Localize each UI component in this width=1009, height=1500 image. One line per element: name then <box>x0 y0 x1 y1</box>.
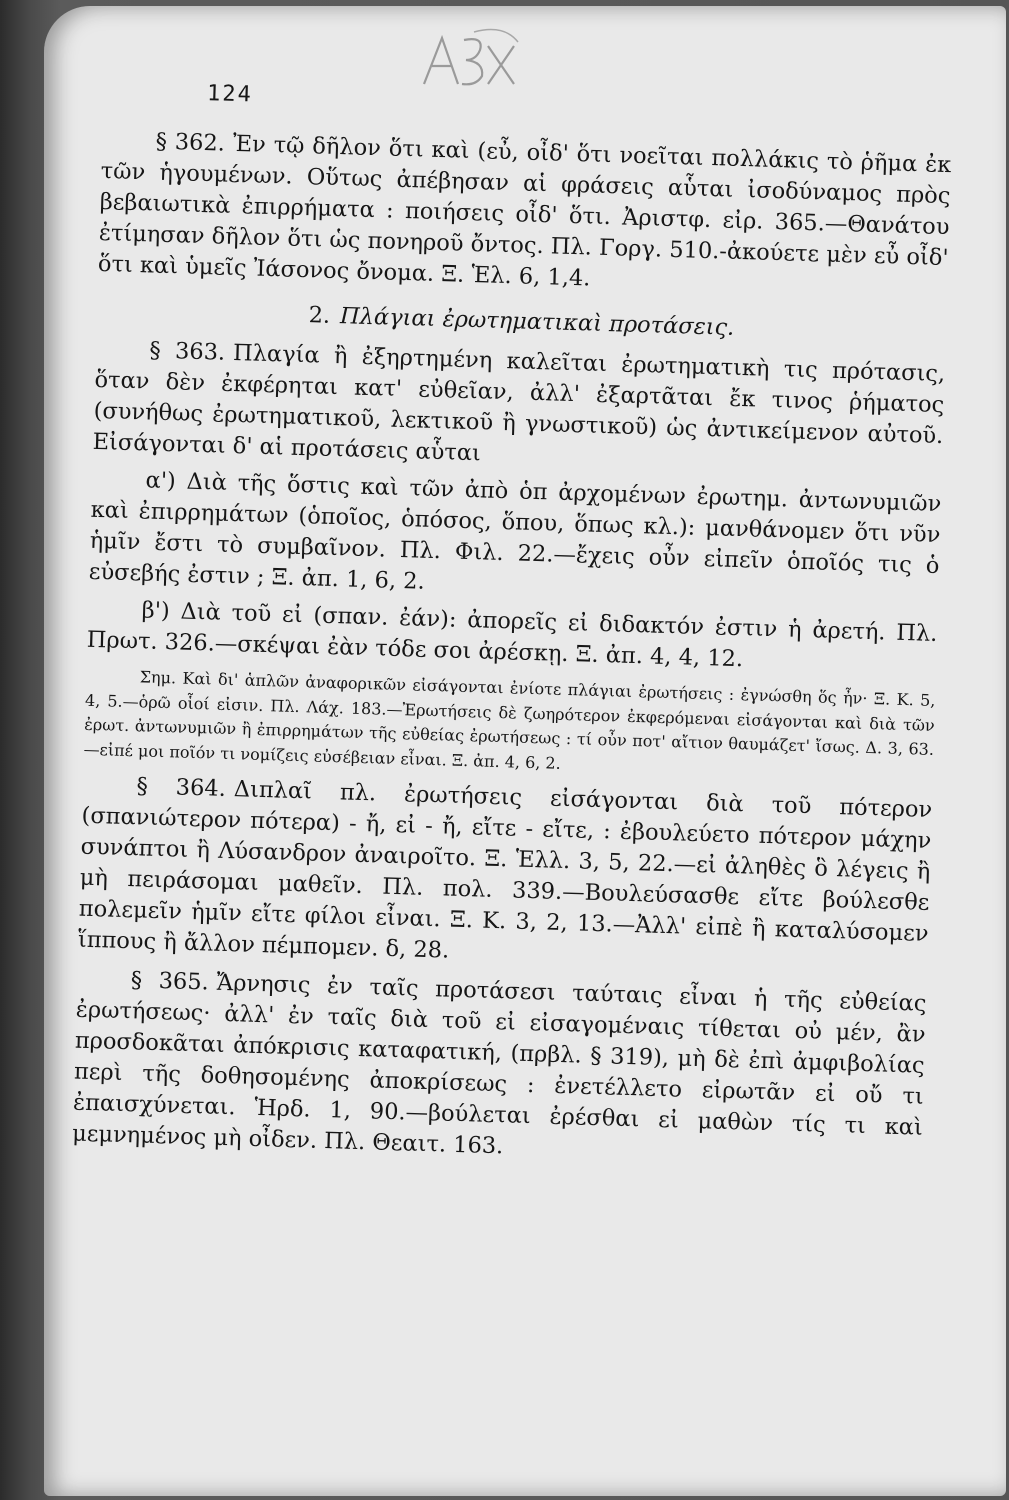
section-365 <box>72 964 927 1175</box>
section-362 <box>98 125 952 305</box>
heading-number: 2. <box>308 302 331 329</box>
section-364 <box>77 770 932 981</box>
section-text: Ἐν τῷ δῆλον ὅτι καὶ (εὖ, οἶδ' ὅτι νοεῖται πολλάκις τὸ ῥῆμα ἐκ τῶν ἡγουμένων. Οὕτως ἀπέβησαν αἱ φράσεις αὗται ἰσοδύναμος πρὸς βεβαιωτικὰ ἐπιρρήματα : ποιήσεις οἶδ' ὅτι. Ἀριστφ. εἰρ. 365.—Θανάτου ἐτίμησαν δῆλον ὅτι ὡς πονηροῦ ὄντος. Πλ. Γοργ. 510.-ἀκούετε μὲν εὖ οἶδ' ὅτι καὶ ὑμεῖς Ἰάσονος ὄνομα. Ξ. Ἑλ. 6, 1,4. <box>97 130 952 292</box>
section-number: § 362. <box>155 128 226 157</box>
page-number: 124 <box>206 81 254 108</box>
section-363 <box>92 334 945 483</box>
subsection-beta: β') Διὰ τοῦ εἰ (σπαν. ἐάν): ἀπορεῖς εἰ διδακτόν ἐστιν ἡ ἀρετή. Πλ. Πρωτ. 326.—σκέψαι ἐὰν τόδε σοι ἀρέσκῃ. Ξ. ἀπ. 4, 4, 12. <box>86 597 938 673</box>
section-number: § 363. <box>149 337 226 366</box>
heading-title: Πλάγιαι ἐρωτηματικαὶ προτάσεις. <box>339 303 735 341</box>
page-content <box>72 62 954 1175</box>
footnote-remark: Σημ. Καὶ δι' ἁπλῶν ἀναφορικῶν εἰσάγονται ἐνίοτε πλάγιαι ἐρωτήσεις : ἐγνώσθη ὅς ἦν· Ξ. Κ. 5, 4, 5.—ὁρῶ οἷοί εἰσιν. Πλ. Λάχ. 183.—Ἐρωτήσεις δὲ ζωηρότερον ἐκφερόμεναι εἰσάγονται καὶ διὰ τῶν ἐρωτ. ἀντωνυμιῶν ἢ ἐπιρρημάτων τῆς εὐθείας ἐρωτήσεως : τί οὖν ποτ' αἴτιον θαυμάζετ' ἴσως. Δ. 3, 63.—εἰπέ μοι ποῖόν τι νομίζεις εὐσέβειαν εἶναι. Ξ. ἀπ. 4, 6, 2. <box>83 667 936 773</box>
section-number: § 364. <box>136 773 227 802</box>
section-text: Διπλαῖ πλ. ἐρωτήσεις εἰσάγονται διὰ τοῦ πότερον (σπανιώτερον πότερα) - ἤ, εἰ - ἤ, εἴτε - εἴτε, : ἐβουλεύετο πότερον μάχην συνάπτοι ἢ Λύσανδρον ἀναιροῖτο. Ξ. Ἑλλ. 3, 5, 22.—εἰ ἀληθὲς ὃ λέγεις ἢ μὴ πειράσομαι μαθεῖν. Πλ. πολ. 339.—Βουλεύσασθε εἴτε βούλεσθε πολεμεῖν ἡμῖν εἴτε φίλοι εἶναι. Ξ. Κ. 3, 2, 13.—Ἀλλ' εἰπὲ ἢ καταλύσομεν ἵππους ἢ ἄλλον πέμπομεν. δ, 28. <box>77 776 933 964</box>
section-text: Πλαγία ἢ ἐξηρτημένη καλεῖται ἐρωτηματικὴ τις πρότασις, ὅταν δὲν ἐκφέρηται κατ' εὐθεῖαν, ἀλλ' ἐξαρτᾶται ἔκ τινος ῥήματος (συνήθως ἐρωτηματικοῦ, λεκτικοῦ ἢ γνωστικοῦ) ὡς ἀντικείμενον αὐτοῦ. Εἰσάγονται δ' αἱ προτάσεις αὗται <box>92 339 946 467</box>
book-page <box>44 6 1006 1496</box>
section-text: Ἄρνησις ἐν ταῖς προτάσεσι ταύταις εἶναι ἡ τῆς εὐθείας ἐρωτήσεως· ἀλλ' ἐν ταῖς διὰ τοῦ εἰ εἰσαγομέναις τίθεται οὐ μέν, ἂν προσδοκᾶται ἀπόκρισις καταφατική, (πρβλ. § 319), μὴ δὲ ἐπὶ ἀμφιβολίας περὶ τῆς δοθησομένης ἀποκρίσεως : ἐνετέλλετο εἰρωτᾶν εἰ οὔ τι ἐπαισχύνεται. Ἡρδ. 1, 90.—βούλεται ἐρέσθαι εἰ μαθὼν τίς τι καὶ μεμνημένος μὴ οἶδεν. Πλ. Θεαιτ. 163. <box>71 969 927 1160</box>
subsection-alpha: α') Διὰ τῆς ὅστις καὶ τῶν ἀπὸ ὁπ ἀρχομένων ἐρωτημ. ἀντωνυμιῶν καὶ ἐπιρρημάτων (ὁποῖος, ὁπόσος, ὅπου, ὅπως κλ.): μανθάνομεν ὅτι νῦν ἡμῖν ἔστι τὸ συμβαῖνον. Πλ. Φιλ. 22.—ἔχεις οὖν εἰπεῖν ὁποῖός τις ὁ εὐσεβής ἐστιν ; Ξ. ἀπ. 1, 6, 2. <box>88 467 942 595</box>
section-number: § 365. <box>130 967 210 996</box>
